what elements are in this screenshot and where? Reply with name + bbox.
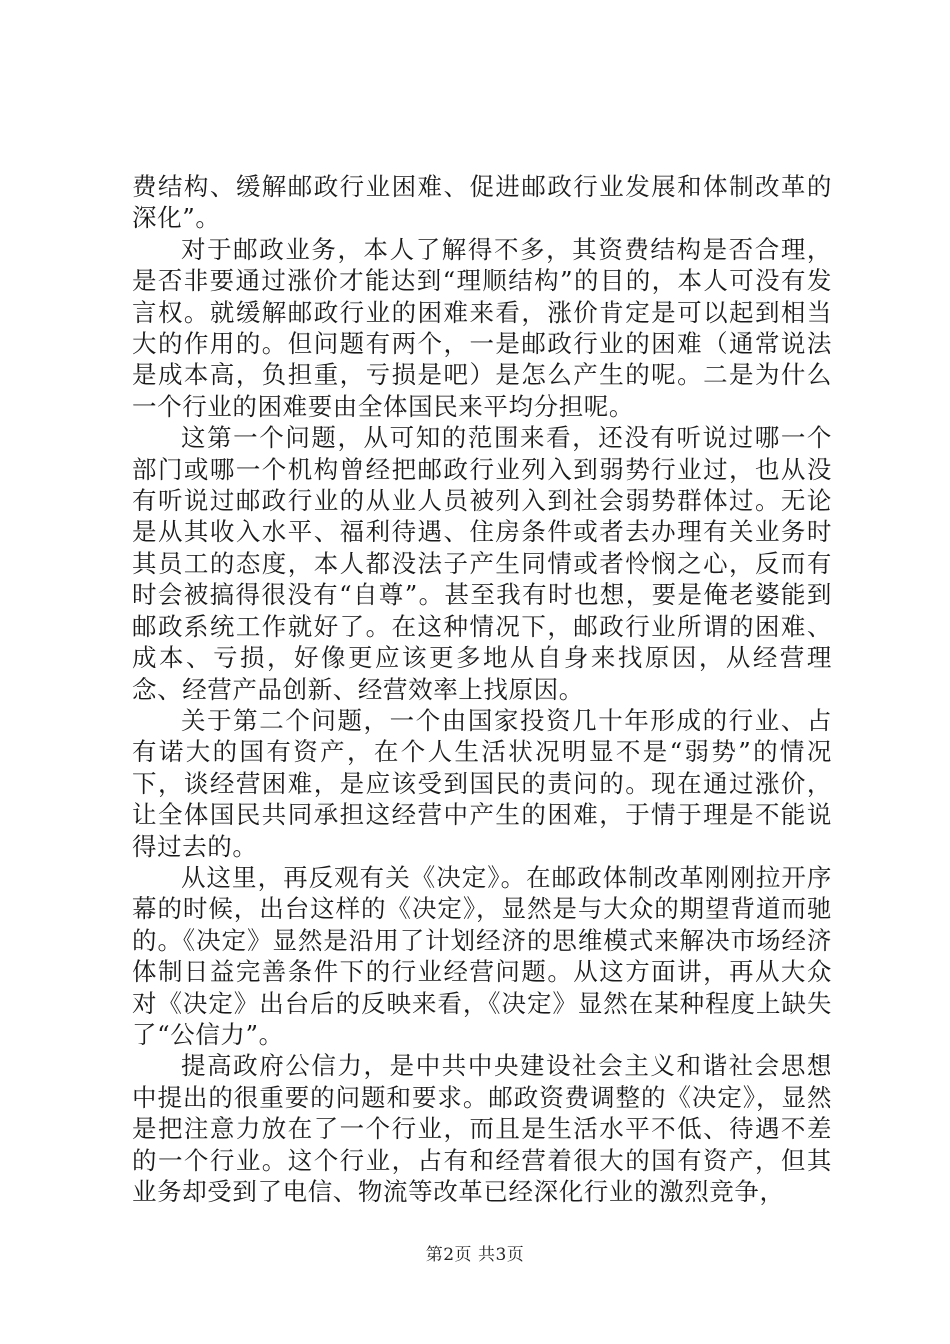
paragraph-continuation: 费结构、缓解邮政行业困难、促进邮政行业发展和体制改革的深化”。 [132,172,832,233]
page-number-footer: 第2页 共3页 [425,1245,525,1265]
paragraph-decision-review: 从这里，再反观有关《决定》。在邮政体制改革刚刚拉开序幕的时候，出台这样的《决定》，显然是与大众的期望背道而驰的。《决定》显然是沿用了计划经济的思维模式来解决市场经济体制日益完善条件下的行业经营问题。从这方面讲，再从大众对《决定》出台后的反映来看，《决定》显然在某种程度上缺失了“公信力”。 [132,862,832,1049]
paragraph-postal-business: 对于邮政业务，本人了解得不多，其资费结构是否合理，是否非要通过涨价才能达到“理顺结构”的目的，本人可没有发言权。就缓解邮政行业的困难来看，涨价肯定是可以起到相当大的作用的。但问题有两个，一是邮政行业的困难（通常说法是成本高，负担重，亏损是吧）是怎么产生的呢。二是为什么一个行业的困难要由全体国民来平均分担呢。 [132,234,832,421]
document-body [132,171,832,1207]
paragraph-government-credibility: 提高政府公信力，是中共中央建设社会主义和谐社会思想中提出的很重要的问题和要求。邮政资费调整的《决定》，显然是把注意力放在了一个行业，而且是生活水平不低、待遇不差的一个行业。这个行业，占有和经营着很大的国有资产，但其业务却受到了电信、物流等改革已经深化行业的激烈竞争， [132,1051,832,1206]
paragraph-first-question: 这第一个问题，从可知的范围来看，还没有听说过哪一个部门或哪一个机构曾经把邮政行业列入到弱势行业过，也从没有听说过邮政行业的从业人员被列入到社会弱势群体过。无论是从其收入水平、福利待遇、住房条件或者去办理有关业务时其员工的态度，本人都没法子产生同情或者怜悯之心，反而有时会被搞得很没有“自尊”。甚至我有时也想，要是俺老婆能到邮政系统工作就好了。在这种情况下，邮政行业所谓的困难、成本、亏损，好像更应该更多地从自身来找原因，从经营理念、经营产品创新、经营效率上找原因。 [132,423,832,704]
paragraph-second-question: 关于第二个问题，一个由国家投资几十年形成的行业、占有诺大的国有资产，在个人生活状况明显不是“弱势”的情况下，谈经营困难，是应该受到国民的责问的。现在通过涨价，让全体国民共同承担这经营中产生的困难，于情于理是不能说得过去的。 [132,705,832,861]
